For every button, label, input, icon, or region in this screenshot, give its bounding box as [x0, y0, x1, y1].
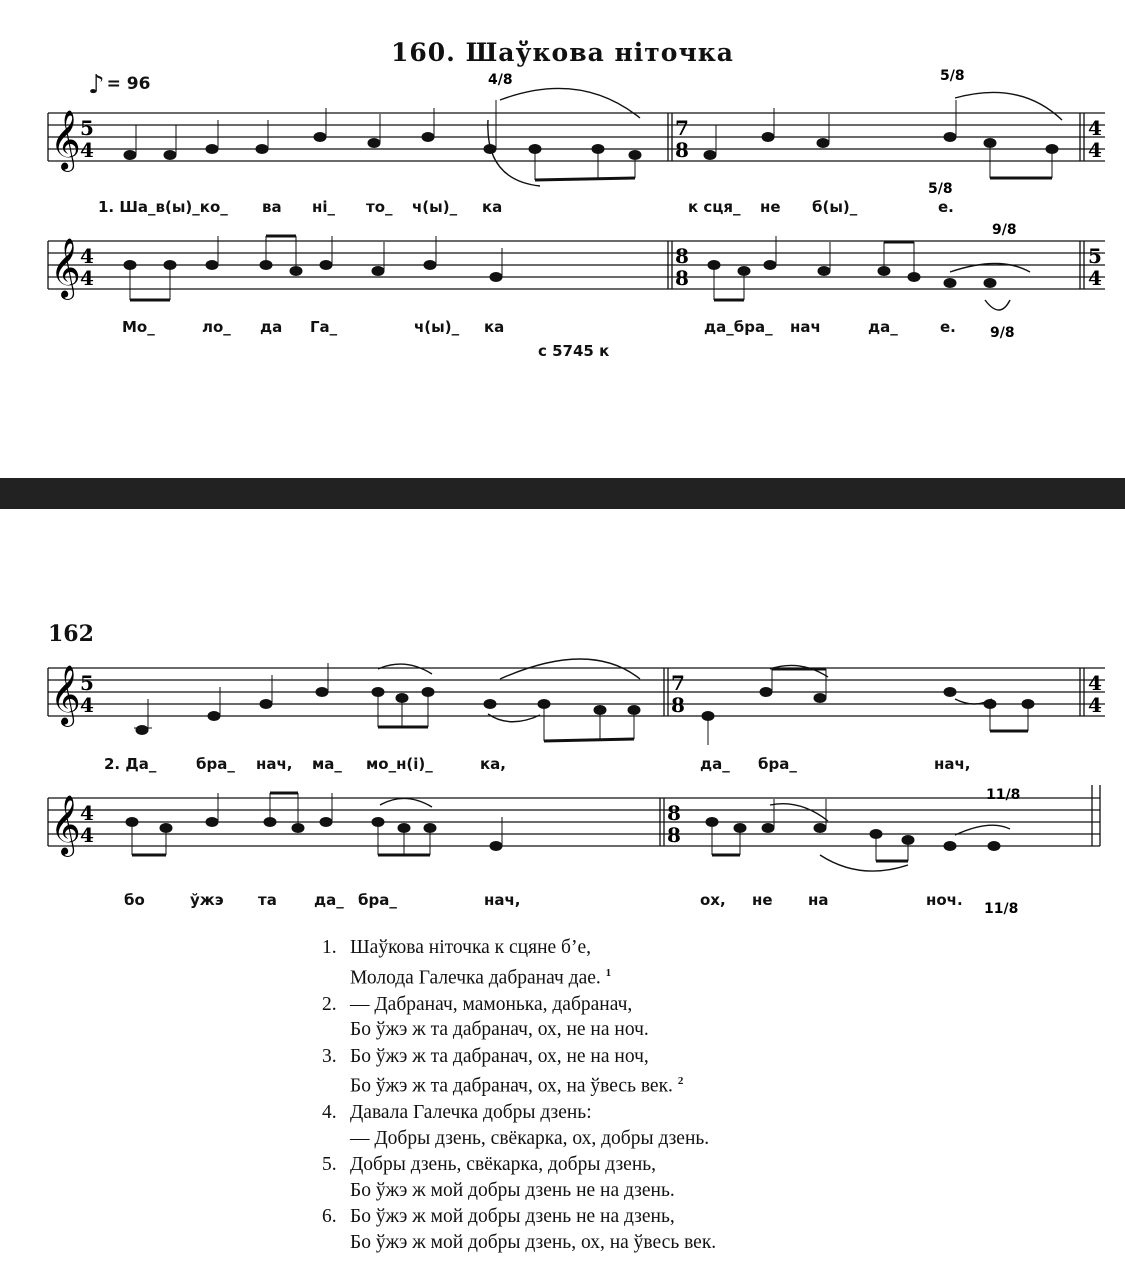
- verse-line: Давала Галечка добры дзень:: [350, 1102, 592, 1123]
- verse-line: Бо ўжэ ж мой добры дзень не на дзень.: [350, 1179, 675, 1201]
- lyric-syllable: нач,: [484, 891, 521, 909]
- notes-staff-2: [124, 236, 996, 300]
- lyric-syllable: ва: [262, 198, 282, 216]
- svg-text:8: 8: [671, 693, 685, 717]
- lyric-syllable: ка: [484, 318, 505, 336]
- svg-text:5: 5: [80, 671, 94, 695]
- song-number: 162: [48, 621, 94, 647]
- verse-line: Шаўкова ніточка к сцяне б’е,: [350, 937, 591, 958]
- treble-clef-icon: 𝄞: [50, 110, 81, 170]
- verse-line: Бо ўжэ ж мой добры дзень не на дзень,: [350, 1206, 675, 1227]
- svg-text:4: 4: [80, 266, 94, 290]
- svg-text:9/8: 9/8: [992, 222, 1017, 238]
- lyric-syllable: ло_: [202, 318, 231, 336]
- panel-divider: [0, 478, 1125, 509]
- svg-text:4: 4: [1088, 266, 1102, 290]
- lyric-syllable: ўжэ: [190, 891, 224, 909]
- staff-4: [48, 785, 1100, 846]
- lyric-syllable: е.: [940, 318, 956, 336]
- treble-clef-icon: 𝄞: [50, 795, 81, 855]
- lyric-syllable: не: [760, 198, 781, 216]
- svg-text:4: 4: [80, 823, 94, 847]
- lyric-syllable: ні_: [312, 198, 336, 216]
- lyric-syllable: Мо_: [122, 318, 155, 336]
- song-title: 160. Шаўкова ніточка: [390, 38, 734, 67]
- verse-line: Бо ўжэ ж мой добры дзень, ох, на ўвесь век.: [350, 1231, 717, 1253]
- svg-text:4: 4: [80, 138, 94, 162]
- lyric-syllable: да_бра_: [704, 318, 773, 336]
- lyric-syllable: Га_: [310, 318, 338, 336]
- song-160-panel: [0, 0, 1125, 478]
- svg-text:8: 8: [675, 138, 689, 162]
- notes-staff-4: [126, 793, 1000, 861]
- verse-line: Добры дзень, свёкарка, добры дзень,: [350, 1154, 657, 1175]
- svg-text:5/8: 5/8: [928, 181, 953, 197]
- verse-line: Бо ўжэ ж та дабранач, ох, на ўвесь век.: [350, 1075, 673, 1097]
- lyric-syllable: нач: [790, 318, 821, 336]
- notes-staff-1: [124, 100, 1058, 180]
- verse-list: [322, 935, 882, 1256]
- footnote-marker: 2: [677, 1075, 684, 1087]
- meter-marks-song2: [984, 787, 1020, 917]
- lyric-syllable: на: [808, 891, 829, 909]
- verse-line: Бо ўжэ ж та дабранач, ох, не на ноч,: [350, 1045, 649, 1067]
- svg-text:4: 4: [80, 244, 94, 268]
- verse-line: Молода Галечка дабранач дае.: [350, 967, 601, 988]
- song-160-staves: [0, 0, 1125, 478]
- lyric-syllable: ка: [482, 198, 503, 216]
- eighth-note-icon: ♪: [88, 70, 105, 100]
- lyric-syllable: нач,: [934, 755, 971, 773]
- lyric-syllable: нач,: [256, 755, 293, 773]
- svg-text:4: 4: [1088, 116, 1102, 140]
- verse-line: — Добры дзень, свёкарка, ох, добры дзень.: [350, 1127, 710, 1149]
- verse-number: 5.: [322, 1154, 337, 1175]
- lyric-syllable: ч(ы)_: [414, 318, 460, 336]
- verse-item: [322, 1044, 882, 1100]
- lyric-syllable: бра_: [758, 755, 797, 773]
- svg-text:4: 4: [80, 801, 94, 825]
- svg-text:8: 8: [667, 801, 681, 825]
- svg-text:4: 4: [1088, 138, 1102, 162]
- lyric-syllable: б(ы)_: [812, 198, 858, 216]
- verse-number: 2.: [322, 993, 337, 1015]
- svg-text:5/8: 5/8: [940, 68, 965, 84]
- song-162-panel: [0, 509, 1125, 1275]
- lyric-syllable: не: [752, 891, 773, 909]
- svg-text:11/8: 11/8: [986, 787, 1021, 803]
- lyric-syllable: е.: [938, 198, 954, 216]
- lyric-syllable: бо: [124, 891, 145, 909]
- verse-item: [322, 1152, 882, 1203]
- svg-text:4: 4: [80, 693, 94, 717]
- lyric-syllable: да_: [700, 755, 730, 773]
- svg-text:5: 5: [80, 116, 94, 140]
- song-162-staves: [0, 509, 1125, 929]
- verse-number: 6.: [322, 1206, 337, 1227]
- lyric-syllable: 2. Да_: [104, 755, 157, 773]
- verse-item: [322, 1204, 882, 1255]
- svg-text:4: 4: [1088, 693, 1102, 717]
- verse-number: 3.: [322, 1045, 337, 1067]
- lyric-syllable: да_: [868, 318, 898, 336]
- catalog-number: с 5745 к: [538, 342, 610, 360]
- verse-line: Бо ўжэ ж та дабранач, ох, не на ноч.: [350, 1019, 649, 1040]
- lyric-syllable: бра_: [358, 891, 397, 909]
- verse-number: 4.: [322, 1102, 337, 1123]
- lyric-syllable: к сця_: [688, 198, 741, 216]
- lyric-syllable: ч(ы)_: [412, 198, 458, 216]
- svg-text:4: 4: [1088, 671, 1102, 695]
- svg-text:4/8: 4/8: [488, 72, 513, 88]
- verse-item: [322, 935, 882, 991]
- svg-text:9/8: 9/8: [990, 325, 1015, 341]
- verse-number: 1.: [322, 937, 337, 958]
- footnote-marker: 1: [605, 966, 612, 979]
- verse-line: — Дабранач, мамонька, дабранач,: [350, 993, 633, 1015]
- lyric-syllable: ка,: [480, 755, 507, 773]
- lyric-syllable: мо_н(і)_: [366, 755, 433, 773]
- svg-text:8: 8: [675, 266, 689, 290]
- svg-text:8: 8: [675, 244, 689, 268]
- svg-text:5: 5: [1088, 244, 1102, 268]
- lyric-syllable: ох,: [700, 891, 726, 909]
- treble-clef-icon: 𝄞: [50, 665, 81, 725]
- svg-text:7: 7: [671, 671, 685, 695]
- lyric-syllable: да: [260, 318, 283, 336]
- verse-item: [322, 992, 882, 1043]
- tempo-value: = 96: [106, 74, 151, 94]
- verse-item: [322, 1100, 882, 1151]
- lyric-syllable: то_: [366, 198, 393, 216]
- svg-text:11/8: 11/8: [984, 901, 1019, 917]
- lyric-syllable: та: [258, 891, 277, 909]
- svg-text:8: 8: [667, 823, 681, 847]
- lyric-syllable: бра_: [196, 755, 235, 773]
- treble-clef-icon: 𝄞: [50, 238, 81, 298]
- lyric-syllable: ма_: [312, 755, 342, 773]
- svg-text:7: 7: [675, 116, 689, 140]
- lyric-syllable: ноч.: [926, 891, 963, 909]
- lyric-syllable: 1. Ша_в(ы)_ко_: [98, 198, 228, 216]
- lyric-syllable: да_: [314, 891, 344, 909]
